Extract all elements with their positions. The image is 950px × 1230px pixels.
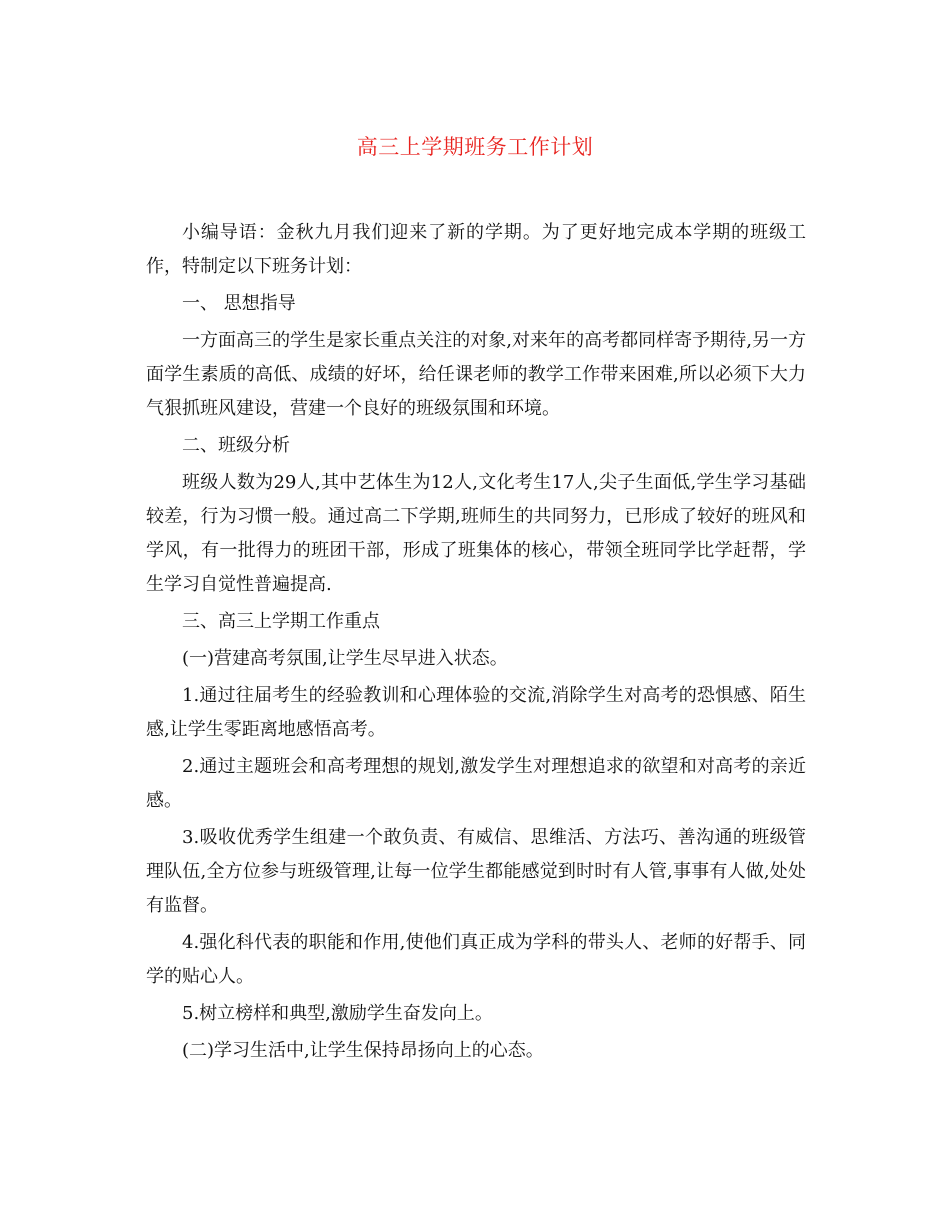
guidance-paragraph: 一方面高三的学生是家长重点关注的对象,对来年的高考都同样寄予期待,另一方面学生素质的高低、成绩的好坏，给任课老师的教学工作带来困难,所以必须下大力气狠抓班风建设，营建一个良好的班级氛围和环境。 — [146, 330, 806, 419]
section-heading-class-analysis: 二、班级分析 — [182, 435, 290, 456]
section-heading-guidance: 一、 思想指导 — [182, 293, 296, 314]
section-heading-work-focus: 三、高三上学期工作重点 — [182, 611, 380, 632]
list-item-4: 4.强化科代表的职能和作用,使他们真正成为学科的带头人、老师的好帮手、同学的贴心人。 — [146, 932, 806, 987]
intro-paragraph: 小编导语：金秋九月我们迎来了新的学期。为了更好地完成本学期的班级工作，特制定以下班务计划： — [146, 222, 806, 277]
document-body — [146, 216, 806, 1071]
list-item-3: 3.吸收优秀学生组建一个敢负责、有威信、思维活、方法巧、善沟通的班级管理队伍,全方位参与班级管理,让每一位学生都能感觉到时时有人管,事事有人做,处处有监督。 — [146, 827, 806, 916]
subsection-heading-attitude: (二)学习生活中,让学生保持昂扬向上的心态。 — [182, 1040, 544, 1061]
subsection-heading-atmosphere: (一)营建高考氛围,让学生尽早进入状态。 — [182, 648, 508, 669]
list-item-2: 2.通过主题班会和高考理想的规划,激发学生对理想追求的欲望和对高考的亲近感。 — [146, 756, 806, 811]
class-analysis-paragraph: 班级人数为29人,其中艺体生为12人,文化考生17人,尖子生面低,学生学习基础较差，行为习惯一般。通过高二下学期,班师生的共同努力，已形成了较好的班风和学风，有一批得力的班团干部，形成了班集体的核心，带领全班同学比学赶帮，学生学习自觉性普遍提高. — [146, 472, 806, 595]
document-title: 高三上学期班务工作计划 — [356, 135, 594, 159]
list-item-5: 5.树立榜样和典型,激励学生奋发向上。 — [182, 1003, 493, 1024]
list-item-1: 1.通过往届考生的经验教训和心理体验的交流,消除学生对高考的恐惧感、陌生感,让学生零距离地感悟高考。 — [146, 685, 806, 740]
